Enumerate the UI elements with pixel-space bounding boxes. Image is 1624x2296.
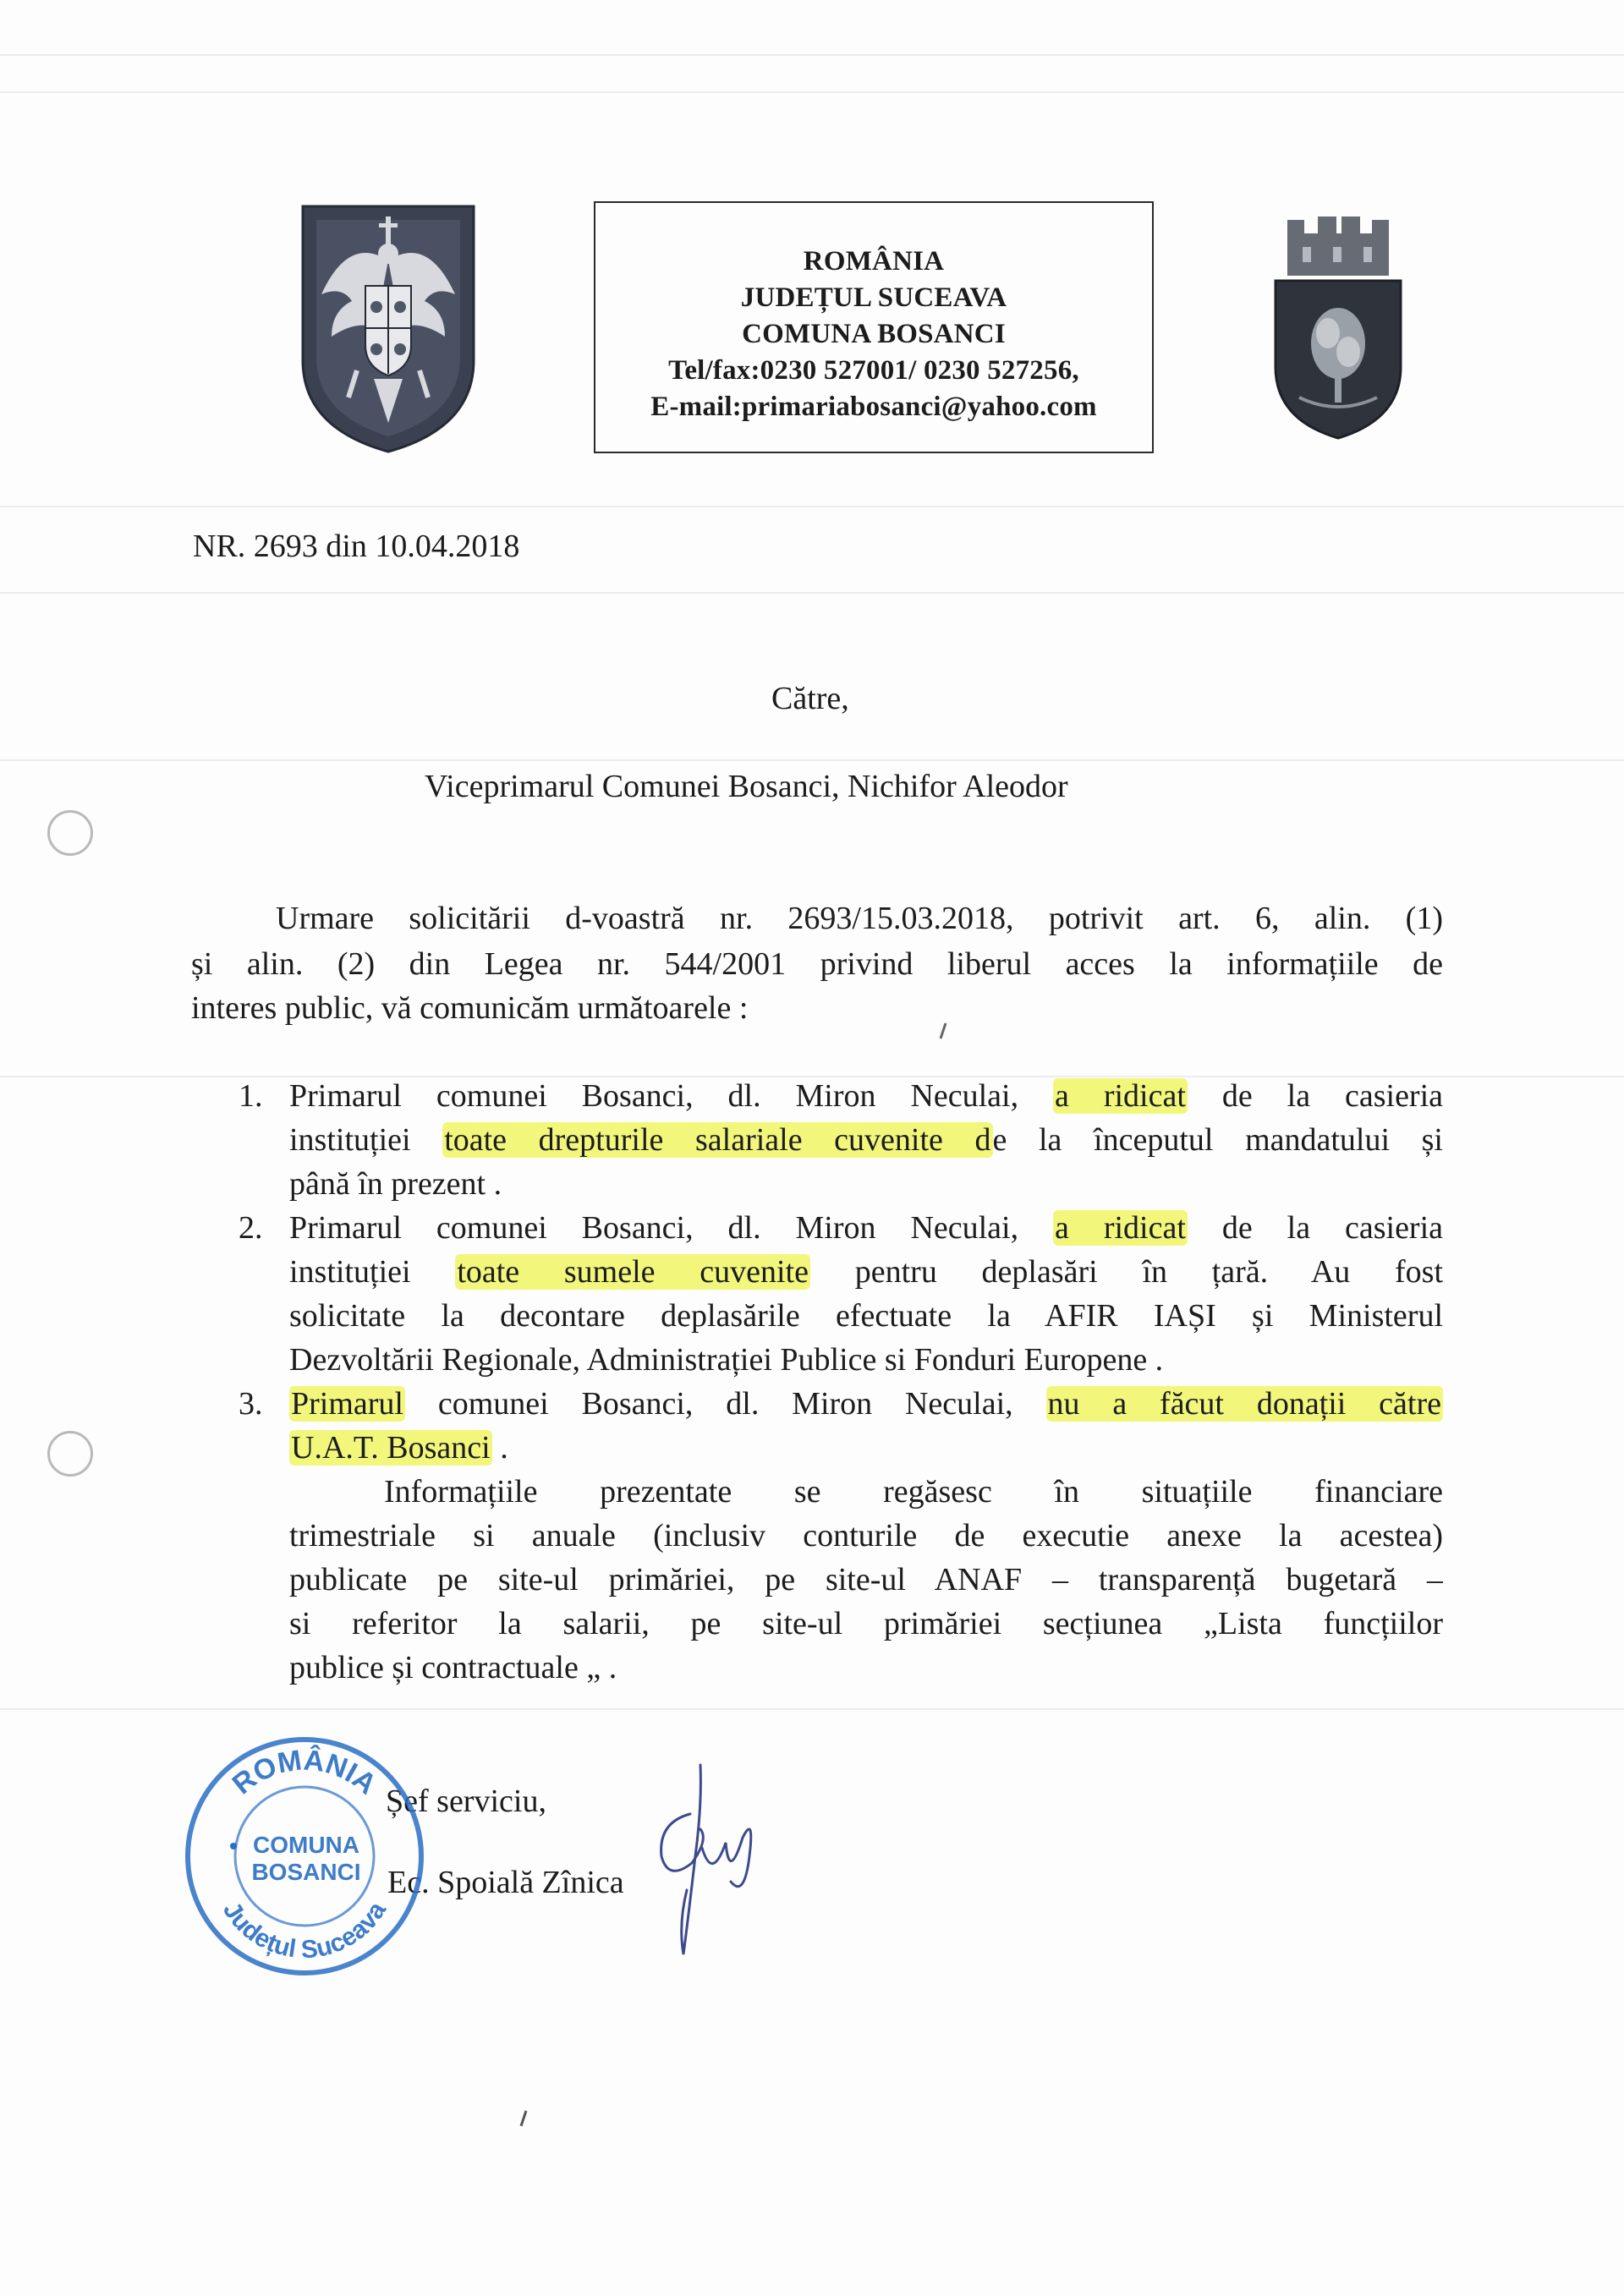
closing-line: publicate pe site-ul primăriei, pe site-ul ANAF – transparență bugetară – <box>289 1562 1443 1597</box>
intro-line: interes public, vă comunicăm următoarele : <box>191 990 749 1026</box>
official-stamp-icon <box>179 1731 430 1981</box>
highlighted-text: U.A.T. Bosanci <box>291 1430 491 1466</box>
header-county: JUDEȚUL SUCEAVA <box>740 282 1007 313</box>
list-item-text: de la casieria <box>1221 1078 1443 1114</box>
list-item-3-line <box>289 1382 1443 1426</box>
list-item-1-line <box>289 1118 1443 1162</box>
list-item-text: instituției <box>289 1254 411 1290</box>
signatory-name: Ec. Spoială Zînica <box>387 1865 624 1900</box>
stamp-line-1: COMUNA <box>253 1832 359 1858</box>
stamp-top-text: ROMÂNIA <box>226 1744 383 1801</box>
highlighted-text: Primarul <box>291 1386 403 1422</box>
handwritten-signature-icon <box>650 1755 761 1964</box>
stamp-line-2: BOSANCI <box>251 1859 361 1885</box>
scan-line <box>0 1708 1624 1710</box>
scan-line <box>0 592 1624 594</box>
document-reference-number: NR. 2693 din 10.04.2018 <box>193 529 520 564</box>
closing-line: publice și contractuale „ . <box>289 1650 617 1685</box>
list-item-number: 1. <box>239 1078 263 1114</box>
stray-mark <box>937 1022 949 1040</box>
punch-hole <box>47 810 93 856</box>
signatory-title: Șef serviciu, <box>386 1784 546 1819</box>
list-item-1-line <box>289 1074 1443 1118</box>
header-country: ROMÂNIA <box>803 246 945 277</box>
list-item-3-line <box>289 1426 508 1470</box>
stamp-bottom-text: Județul Suceava <box>217 1897 392 1964</box>
list-item-2-line: solicitate la decontare deplasările efectuate la AFIR IAȘI și Ministerul <box>289 1298 1443 1334</box>
header-commune: COMUNA BOSANCI <box>742 319 1006 349</box>
highlighted-text: toate drepturile salariale cuvenite d <box>444 1122 991 1158</box>
closing-line: si referitor la salarii, pe site-ul primăriei secțiunea „Lista funcțiilor <box>289 1606 1443 1641</box>
list-item-text: de la casieria <box>1221 1210 1443 1246</box>
list-item-text: Primarul comunei Bosanci, dl. Miron Neculai, <box>289 1210 1019 1246</box>
closing-line: Informațiile prezentate se regăsesc în situațiile financiare <box>384 1474 1443 1510</box>
romania-coat-of-arms-icon <box>298 201 479 455</box>
list-item-number: 2. <box>239 1210 263 1246</box>
list-item-number: 3. <box>239 1386 263 1422</box>
bosanci-coat-of-arms-icon <box>1269 216 1407 441</box>
list-item-2-line <box>289 1250 1443 1294</box>
list-item-text: Au fost <box>1310 1254 1443 1290</box>
stray-mark <box>518 2109 529 2128</box>
punch-hole <box>47 1431 93 1477</box>
list-item-text: pentru deplasări în țară. <box>854 1254 1269 1290</box>
salutation-to: Către, <box>771 681 849 716</box>
list-item-text: Primarul comunei Bosanci, dl. Miron Neculai, <box>289 1078 1019 1114</box>
highlighted-text: a ridicat <box>1055 1210 1186 1246</box>
intro-line: și alin. (2) din Legea nr. 544/2001 privind liberul acces la informațiile de <box>191 946 1443 982</box>
list-item-2-line <box>289 1206 1443 1250</box>
list-item-text: . <box>491 1430 508 1466</box>
highlighted-text: a ridicat <box>1055 1078 1186 1114</box>
addressee-name: Viceprimarul Comunei Bosanci, Nichifor Aleodor <box>425 769 1068 804</box>
scan-line <box>0 506 1624 507</box>
header-email: E-mail:primariabosanci@yahoo.com <box>650 392 1097 422</box>
list-item-text: instituției <box>289 1122 411 1158</box>
header-phone: Tel/fax:0230 527001/ 0230 527256, <box>668 355 1079 386</box>
list-item-1-line: până în prezent . <box>289 1166 502 1202</box>
highlighted-text: nu a făcut donații către <box>1047 1386 1441 1422</box>
scan-line <box>0 759 1624 761</box>
institution-header-box <box>594 201 1154 453</box>
scan-line <box>0 91 1624 93</box>
closing-line: trimestriale si anuale (inclusiv conturile de executie anexe la acestea) <box>289 1518 1443 1553</box>
list-item-text: comunei Bosanci, dl. Miron Neculai, <box>437 1386 1013 1422</box>
list-item-2-line: Dezvoltării Regionale, Administrației Publice si Fonduri Europene . <box>289 1342 1164 1378</box>
intro-line: Urmare solicitării d-voastră nr. 2693/15.03.2018, potrivit art. 6, alin. (1) <box>276 901 1443 936</box>
list-item-text: e la începutul mandatului și <box>992 1122 1443 1158</box>
highlighted-text: toate sumele cuvenite <box>457 1254 809 1290</box>
scan-line <box>0 54 1624 56</box>
